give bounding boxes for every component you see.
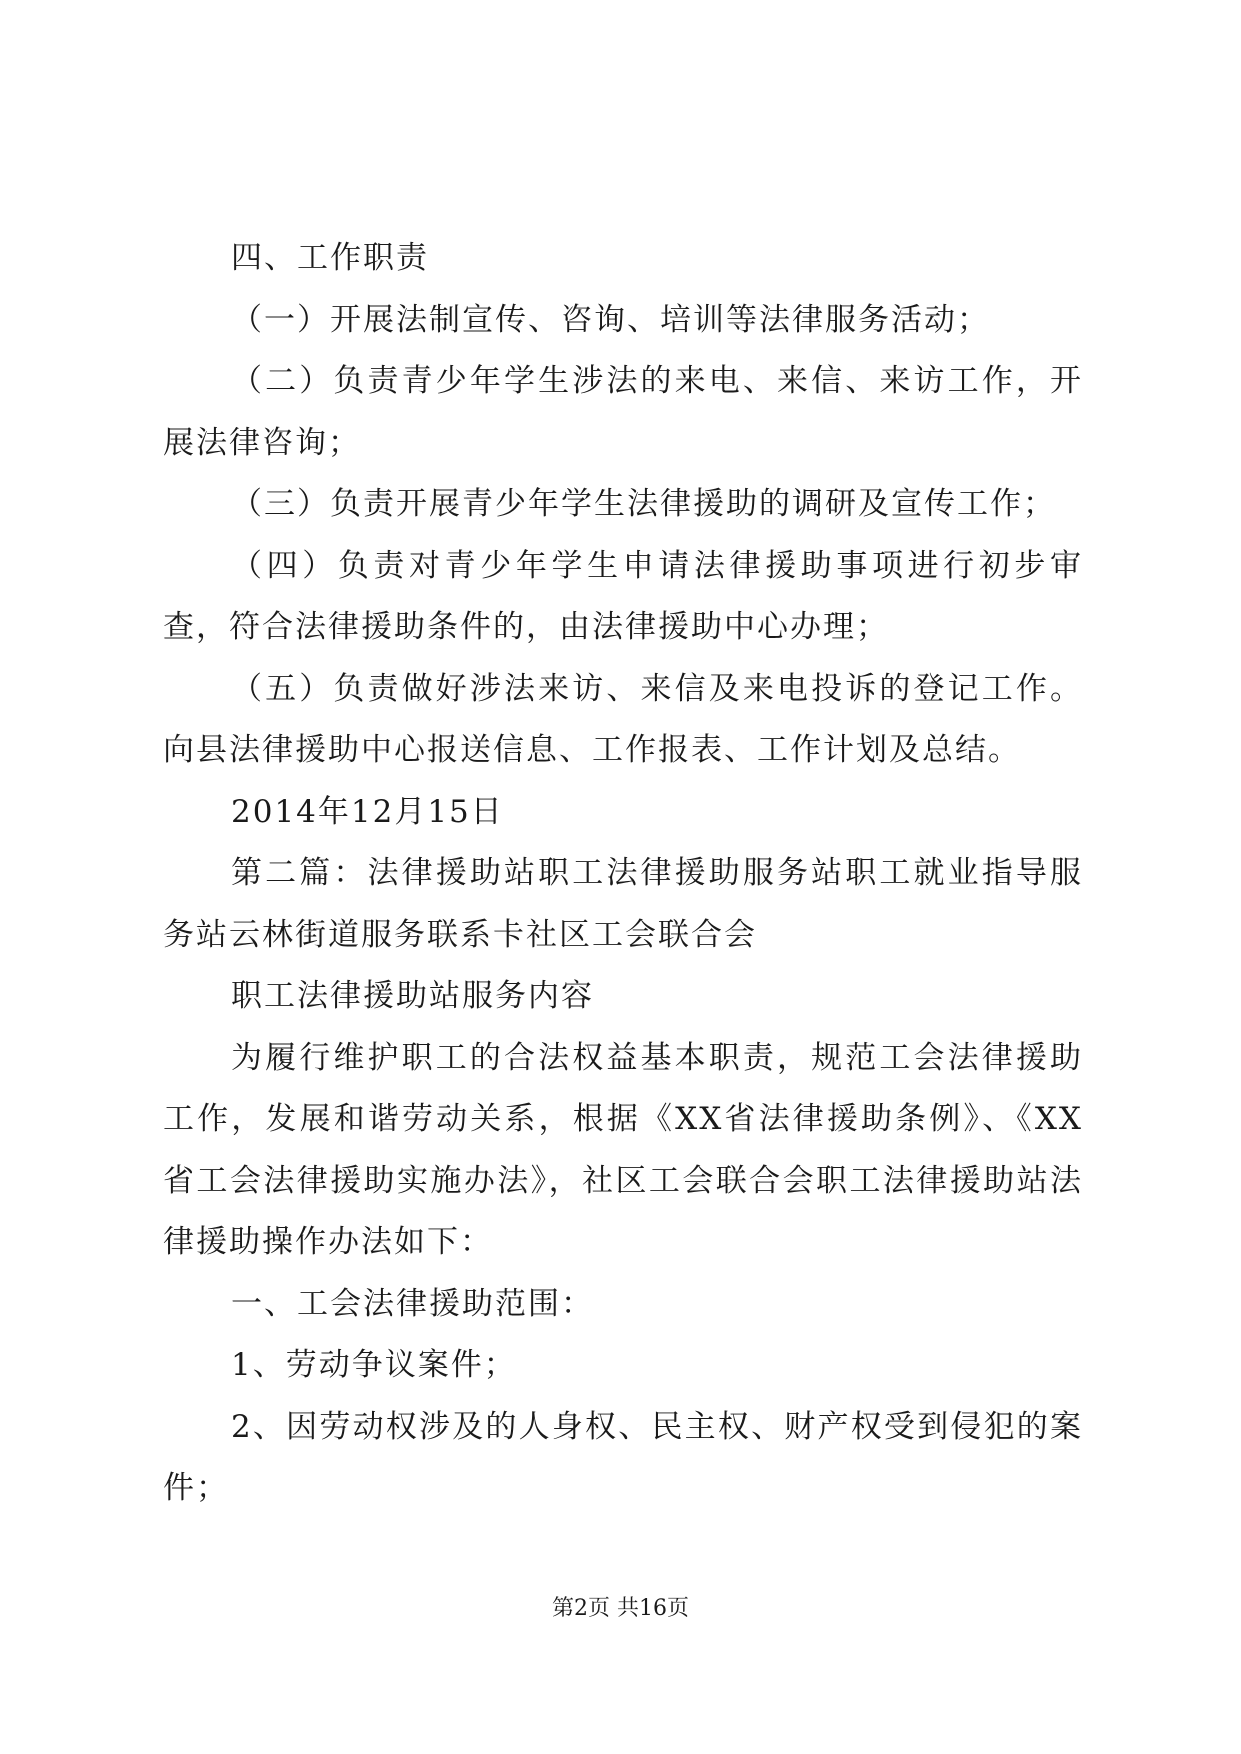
intro-paragraph: 为履行维护职工的合法权益基本职责，规范工会法律援助工作，发展和谐劳动关系，根据《XX省法律援助条例》、《XX省工会法律援助实施办法》，社区工会联合会职工法律援助站法律援助操作办法如下： (163, 1039, 1083, 1260)
chapter-two-title: 第二篇：法律援助站职工法律援助服务站职工就业指导服务站云林街道服务联系卡社区工会联合会 (163, 855, 1083, 953)
page-number-footer: 第2页 共16页 (552, 1596, 689, 1621)
duty-item-5: （五）负责做好涉法来访、来信及来电投诉的登记工作。向县法律援助中心报送信息、工作报表、工作计划及总结。 (163, 670, 1083, 768)
duty-item-1: （一）开展法制宣传、咨询、培训等法律服务活动； (231, 301, 990, 338)
scope-heading: 一、工会法律援助范围： (231, 1285, 594, 1322)
duty-item-3: （三）负责开展青少年学生法律援助的调研及宣传工作； (231, 486, 1056, 522)
duty-item-4: （四）负责对青少年学生申请法律援助事项进行初步审查，符合法律援助条件的，由法律援助中心办理； (163, 547, 1083, 645)
scope-item-1: 1、劳动争议案件； (231, 1347, 517, 1383)
duty-item-2: （二）负责青少年学生涉法的来电、来信、来访工作，开展法律咨询； (163, 363, 1083, 461)
scope-item-2: 2、因劳动权涉及的人身权、民主权、财产权受到侵犯的案件； (163, 1408, 1083, 1506)
document-date: 2014年12月15日 (231, 793, 504, 830)
document-body (163, 228, 1083, 1520)
section-heading-duties: 四、工作职责 (231, 240, 429, 276)
service-content-heading: 职工法律援助站服务内容 (231, 978, 594, 1014)
